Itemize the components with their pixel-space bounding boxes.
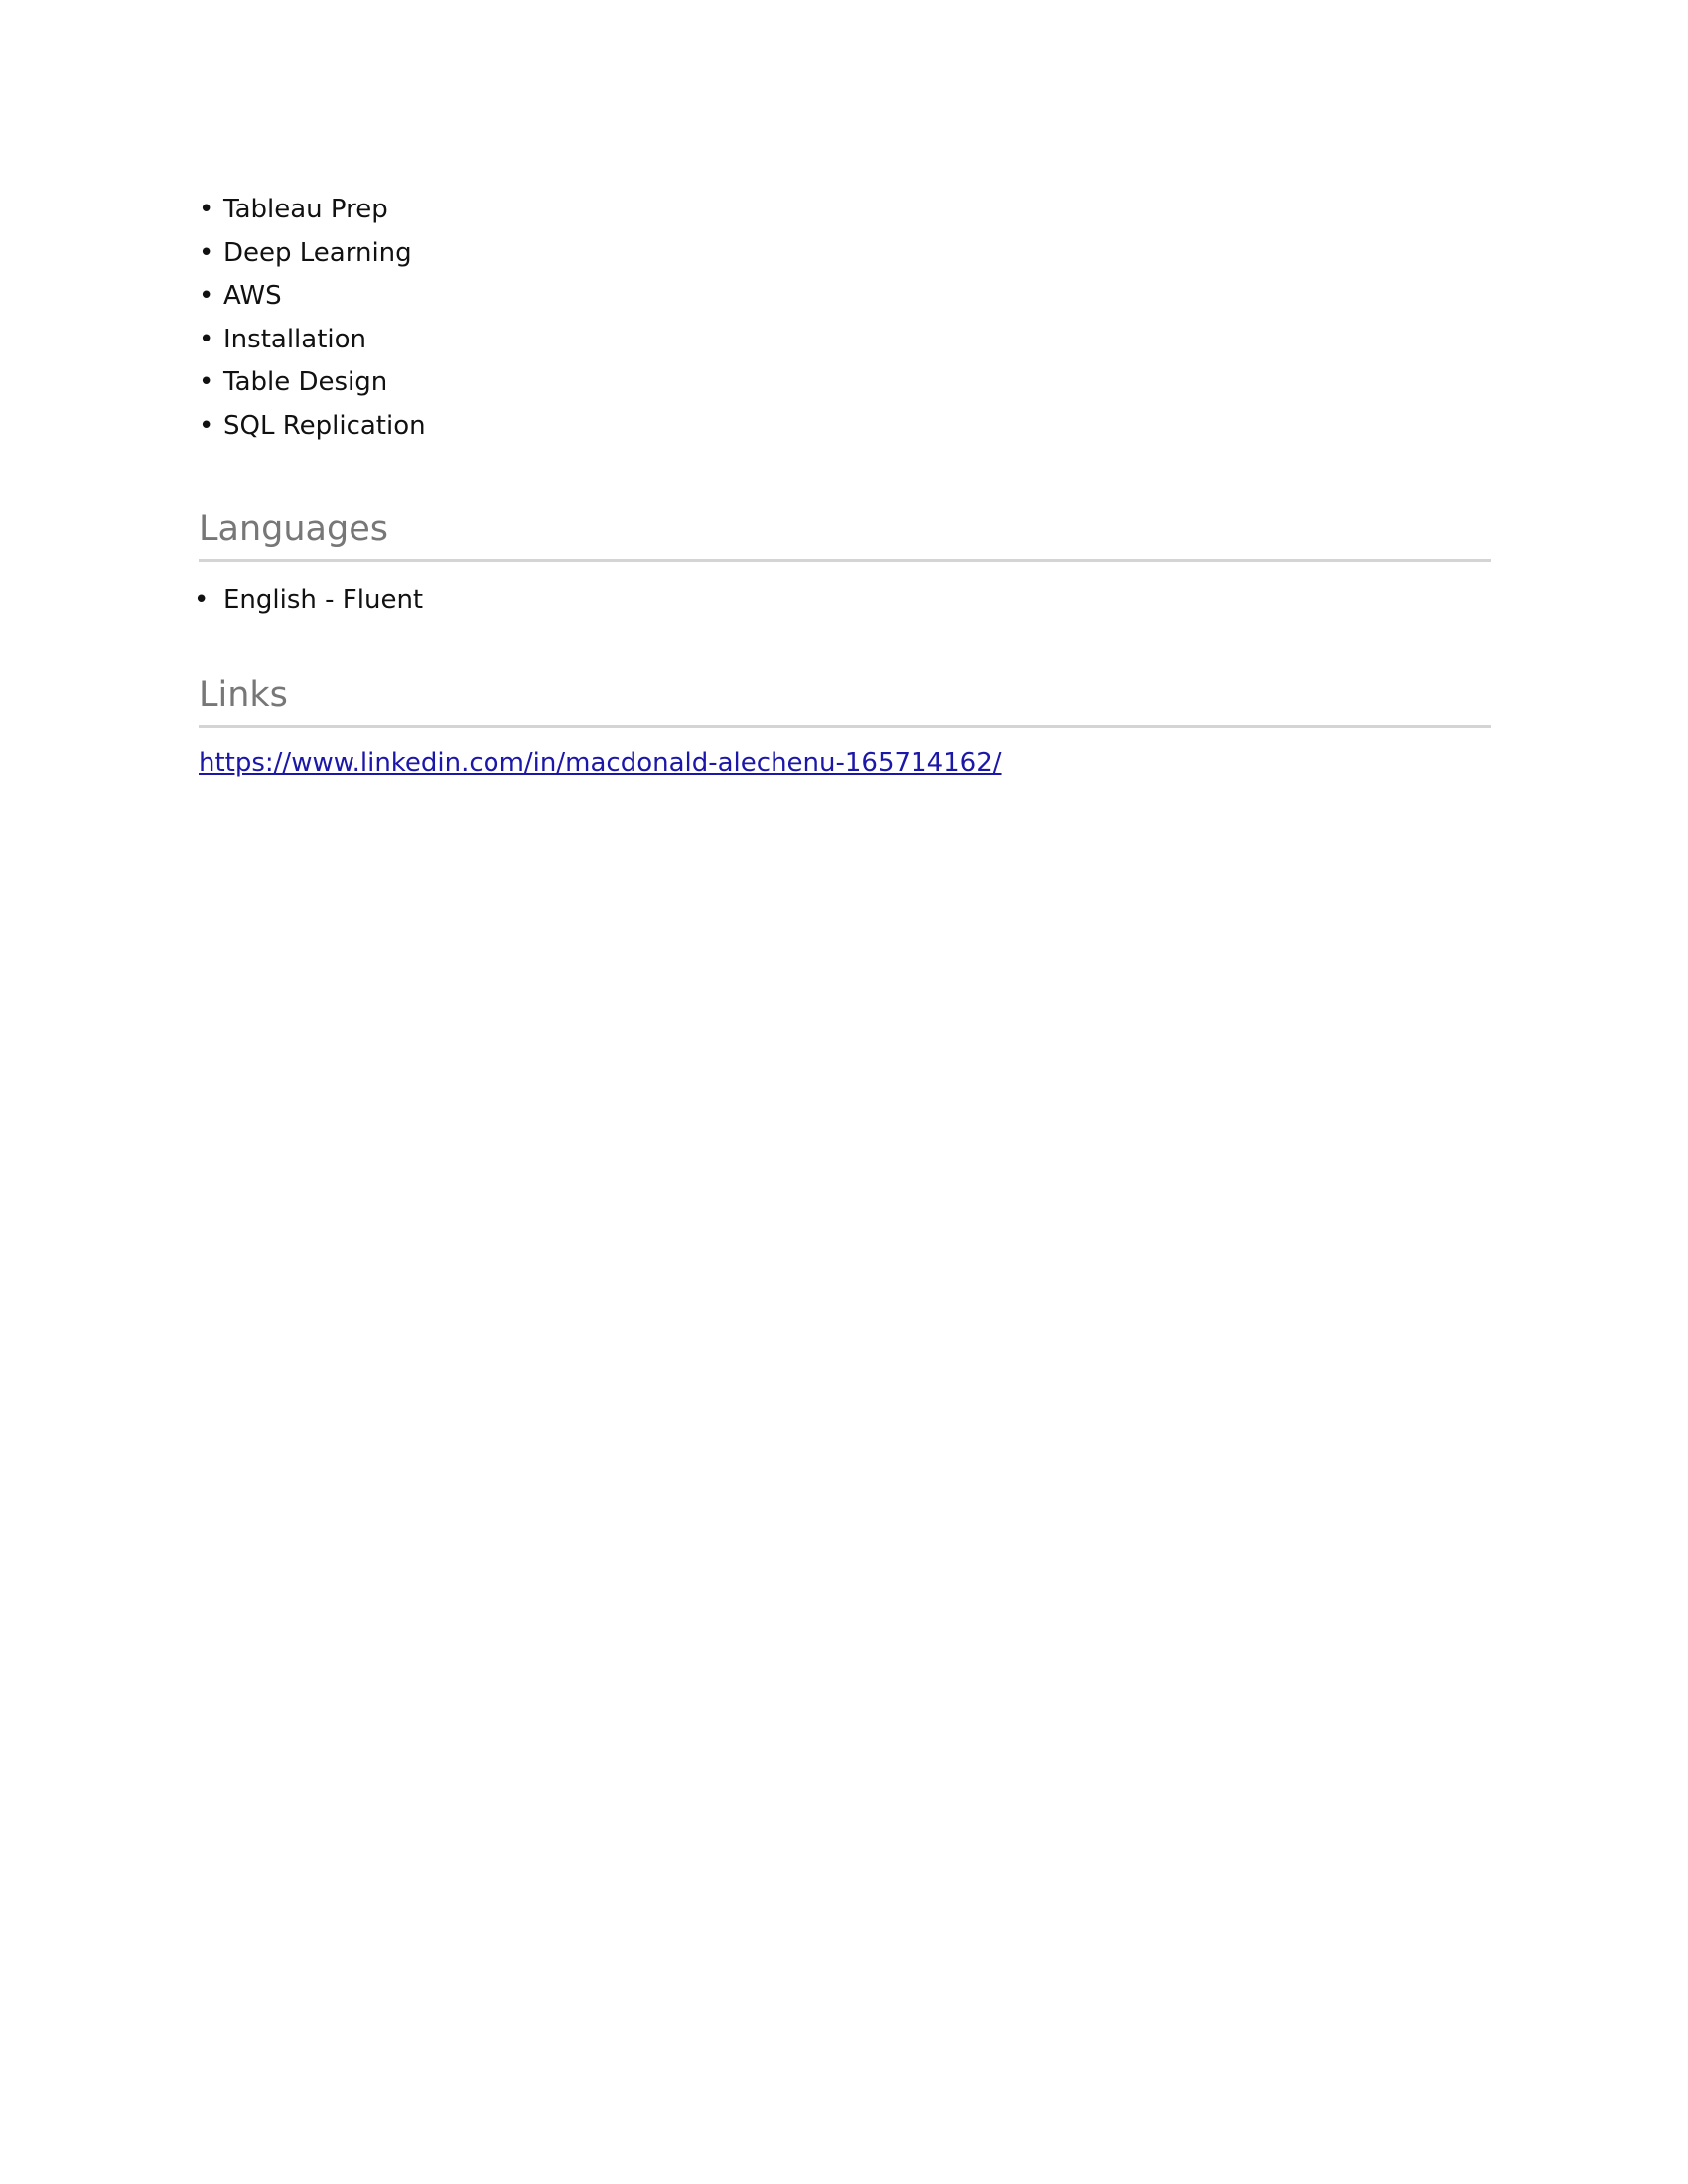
skills-list (199, 189, 1491, 448)
bullet-icon: • (199, 324, 214, 354)
skill-label: Tableau Prep (223, 195, 388, 224)
skill-item (199, 405, 1491, 449)
bullet-icon: • (199, 281, 214, 311)
linkedin-link[interactable]: https://www.linkedin.com/in/macdonald-alechenu-165714162/ (199, 749, 1002, 778)
bullet-icon: • (194, 585, 210, 614)
links-section-title: Links (199, 673, 1491, 728)
languages-section-title: Languages (199, 507, 1491, 562)
skill-label: AWS (223, 281, 282, 311)
language-label: English - Fluent (223, 585, 424, 614)
skill-label: Installation (223, 324, 367, 354)
language-item (194, 584, 1491, 615)
skill-item (199, 189, 1491, 232)
skill-item (199, 275, 1491, 319)
resume-content (194, 189, 1491, 779)
skill-label: Deep Learning (223, 237, 412, 268)
skill-label: SQL Replication (223, 410, 426, 441)
skill-item (199, 319, 1491, 362)
skill-item (199, 232, 1491, 276)
languages-list (194, 584, 1491, 615)
bullet-icon: • (199, 410, 214, 441)
bullet-icon: • (199, 237, 214, 268)
bullet-icon: • (199, 195, 214, 224)
skill-item (199, 361, 1491, 405)
bullet-icon: • (199, 367, 214, 397)
skill-label: Table Design (223, 367, 388, 397)
